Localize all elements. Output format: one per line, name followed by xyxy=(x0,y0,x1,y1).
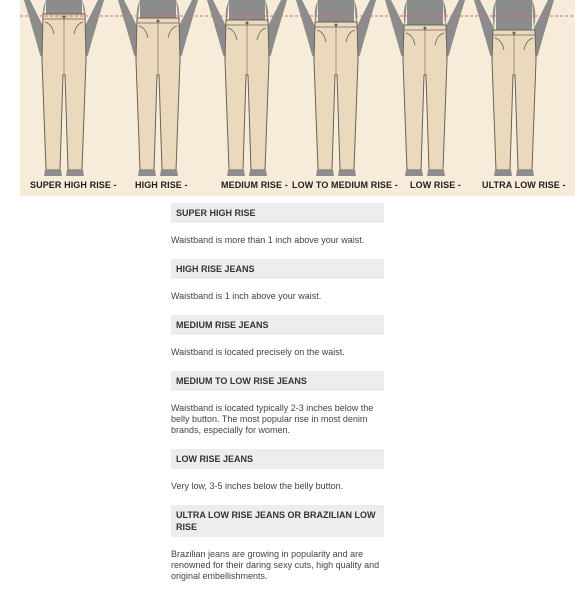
mannequin-torso xyxy=(140,0,176,20)
section-description: Very low, 3-5 inches below the belly button. xyxy=(171,481,344,491)
rise-section-medium-to-low xyxy=(171,371,384,449)
section-heading: MEDIUM TO LOW RISE JEANS xyxy=(171,371,384,391)
section-heading: MEDIUM RISE JEANS xyxy=(171,315,384,335)
section-heading: LOW RISE JEANS xyxy=(171,449,384,469)
jeans-button xyxy=(424,27,427,30)
mannequin-right-foot xyxy=(160,170,178,176)
rise-section-low xyxy=(171,449,384,505)
section-heading: SUPER HIGH RISE xyxy=(171,203,384,223)
mannequin-right-foot xyxy=(516,170,534,176)
section-description: Waistband is 1 inch above your waist. xyxy=(171,291,322,301)
rise-section-ultra-low xyxy=(171,505,384,595)
rise-section-medium xyxy=(171,315,384,371)
rise-descriptions xyxy=(171,203,384,595)
mannequin-right-foot xyxy=(427,170,445,176)
mannequin-left-foot xyxy=(494,170,512,176)
rise-section-high xyxy=(171,259,384,315)
mannequin-torso xyxy=(318,0,354,24)
section-description: Brazilian jeans are growing in popularity and are renowned for their daring sexy cuts, high quality and original embellishments. xyxy=(171,549,380,581)
section-description: Waistband is located typically 2-3 inches below the belly button. The most popular rise in most denim brands, especially for women. xyxy=(171,403,374,435)
jeans-button xyxy=(513,32,516,35)
caption-low-to-medium-rise: LOW TO MEDIUM RISE - xyxy=(292,180,398,190)
mannequin-left-foot xyxy=(405,170,423,176)
rise-section-super-high xyxy=(171,203,384,259)
mannequin-left-foot xyxy=(227,170,245,176)
section-description: Waistband is more than 1 inch above your waist. xyxy=(171,235,365,245)
mannequin-left-foot xyxy=(138,170,156,176)
mannequin-right-foot xyxy=(249,170,267,176)
mannequin-left-foot xyxy=(44,170,62,176)
jeans-button xyxy=(335,24,338,27)
mannequin-right-foot xyxy=(66,170,84,176)
caption-super-high-rise: SUPER HIGH RISE - xyxy=(30,180,117,190)
mannequin-torso xyxy=(229,0,265,22)
section-description: Waistband is located precisely on the waist. xyxy=(171,347,345,357)
caption-high-rise: HIGH RISE - xyxy=(135,180,188,190)
section-heading: ULTRA LOW RISE JEANS OR BRAZILIAN LOW RISE xyxy=(171,505,384,537)
caption-low-rise: LOW RISE - xyxy=(410,180,461,190)
jeans-button xyxy=(157,20,160,23)
figure-captions xyxy=(20,180,575,196)
mannequin-right-foot xyxy=(338,170,356,176)
jeans-rise-illustration xyxy=(20,0,575,196)
jeans-button xyxy=(246,22,249,25)
caption-medium-rise: MEDIUM RISE - xyxy=(221,180,288,190)
mannequin-torso xyxy=(407,0,443,27)
caption-ultra-low-rise: ULTRA LOW RISE - xyxy=(482,180,566,190)
mannequin-left-foot xyxy=(316,170,334,176)
figures-svg xyxy=(20,0,575,196)
section-heading: HIGH RISE JEANS xyxy=(171,259,384,279)
